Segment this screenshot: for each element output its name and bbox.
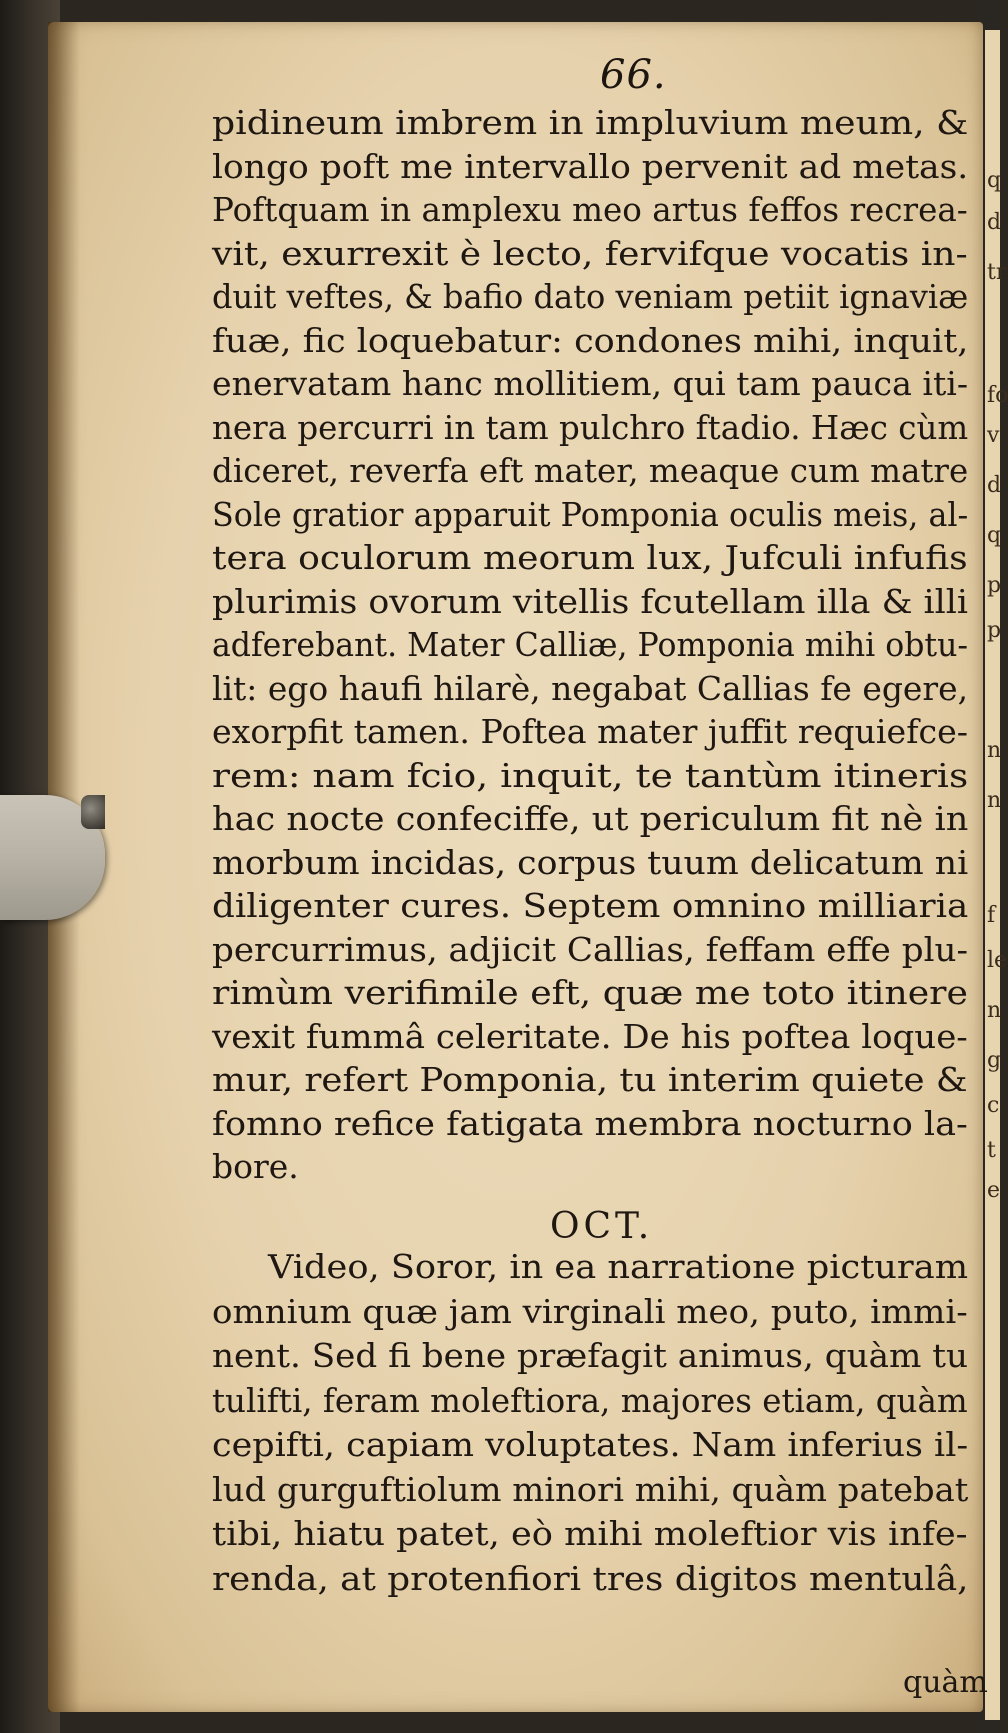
bookmark-clip — [81, 795, 105, 829]
facing-page-char: q — [987, 168, 1002, 193]
text-line: pidineum imbrem in impluvium meum, & — [212, 103, 969, 142]
facing-page-char: tr — [987, 260, 1007, 285]
facing-page-char: v — [987, 423, 1000, 448]
text-line: fomno refice fatigata membra nocturno la- — [212, 1103, 968, 1143]
text-line: tulifti, feram moleftiora, majores etiam, quàm — [212, 1380, 968, 1420]
text-line: duit veftes, & bafio dato veniam petiit ignaviæ — [212, 277, 969, 316]
facing-page-char: g — [987, 1048, 1002, 1073]
facing-page-char: d — [987, 473, 1002, 498]
text-line: nent. Sed fi bene præfagit animus, quàm tu — [212, 1336, 968, 1375]
text-line: morbum incidas, corpus tuum delicatum ni — [212, 842, 969, 882]
text-line: longo poft me intervallo pervenit ad metas. — [212, 146, 969, 186]
facing-page-char: c — [987, 1093, 1000, 1118]
text-line: renda, at protenfiori tres digitos mentulâ, — [212, 1558, 969, 1598]
facing-page-char: q — [987, 523, 1002, 548]
facing-page-char: n — [987, 998, 1002, 1023]
text-line: adferebant. Mater Calliæ, Pomponia mihi obtu- — [212, 625, 969, 664]
facing-page-edge — [985, 30, 1008, 1720]
text-line: diligenter cures. Septem omnino milliaria — [212, 886, 969, 925]
text-line: tera oculorum meorum lux, Jufculi infufis — [212, 538, 968, 577]
facing-page-char: t — [987, 1138, 996, 1163]
text-line: cepifti, capiam voluptates. Nam inferius il- — [212, 1425, 969, 1464]
text-line: tibi, hiatu patet, eò mihi moleftior vis infe- — [212, 1514, 968, 1553]
facing-page-char: le — [987, 948, 1008, 973]
facing-page-char: p — [987, 618, 1002, 643]
facing-page-char: f — [987, 903, 996, 928]
text-line: diceret, reverfa eft mater, meaque cum matre — [212, 451, 969, 490]
text-line: plurimis ovorum vitellis fcutellam illa & illi — [212, 581, 968, 621]
text-line: nera percurri in tam pulchro ftadio. Hæc cùm — [212, 407, 969, 447]
catchword: quàm — [903, 1665, 988, 1700]
text-line: hac nocte confeciffe, ut periculum fit nè in — [212, 799, 969, 838]
text-line: vexit fummâ celeritate. De his poftea loque- — [212, 1016, 968, 1056]
facing-page-char: n — [987, 788, 1002, 813]
text-line: fuæ, fic loquebatur: condones mihi, inquit, — [212, 320, 969, 360]
text-line: lit: ego haufi hilarè, negabat Callias fe egere, — [212, 668, 969, 708]
section-heading: OCT. — [550, 1206, 654, 1247]
text-line: rimùm verifimile eft, quæ me toto itinere — [212, 973, 968, 1012]
text-line: vit, exurrexit è lecto, fervifque vocatis in- — [212, 233, 968, 273]
text-line: omnium quæ jam virginali meo, puto, immi- — [212, 1291, 968, 1331]
facing-page-char: p — [987, 573, 1002, 598]
facing-page-char: e — [987, 1178, 1001, 1203]
facing-page-char: fo — [987, 383, 1008, 408]
text-line: Sole gratior apparuit Pomponia oculis meis, al- — [212, 494, 969, 534]
text-line: percurrimus, adjicit Callias, feffam effe plu- — [212, 929, 969, 969]
text-line: Poftquam in amplexu meo artus feffos recrea- — [212, 190, 968, 229]
text-line: rem: nam fcio, inquit, te tantùm itineris — [212, 755, 969, 795]
text-line: Video, Soror, in ea narratione picturam — [268, 1247, 969, 1286]
facing-page-char: d — [987, 210, 1002, 235]
text-line: mur, refert Pomponia, tu interim quiete & — [212, 1060, 968, 1099]
text-line: enervatam hanc mollitiem, qui tam pauca iti- — [212, 364, 969, 403]
text-line: exorpfit tamen. Poftea mater juffit requiefce- — [212, 712, 969, 751]
page-number: 66. — [600, 52, 667, 98]
facing-page-text — [987, 30, 1008, 1720]
text-line: bore. — [212, 1147, 299, 1186]
text-line: lud gurguftiolum minori mihi, quàm patebat — [212, 1469, 969, 1509]
facing-page-char: n — [987, 738, 1002, 763]
